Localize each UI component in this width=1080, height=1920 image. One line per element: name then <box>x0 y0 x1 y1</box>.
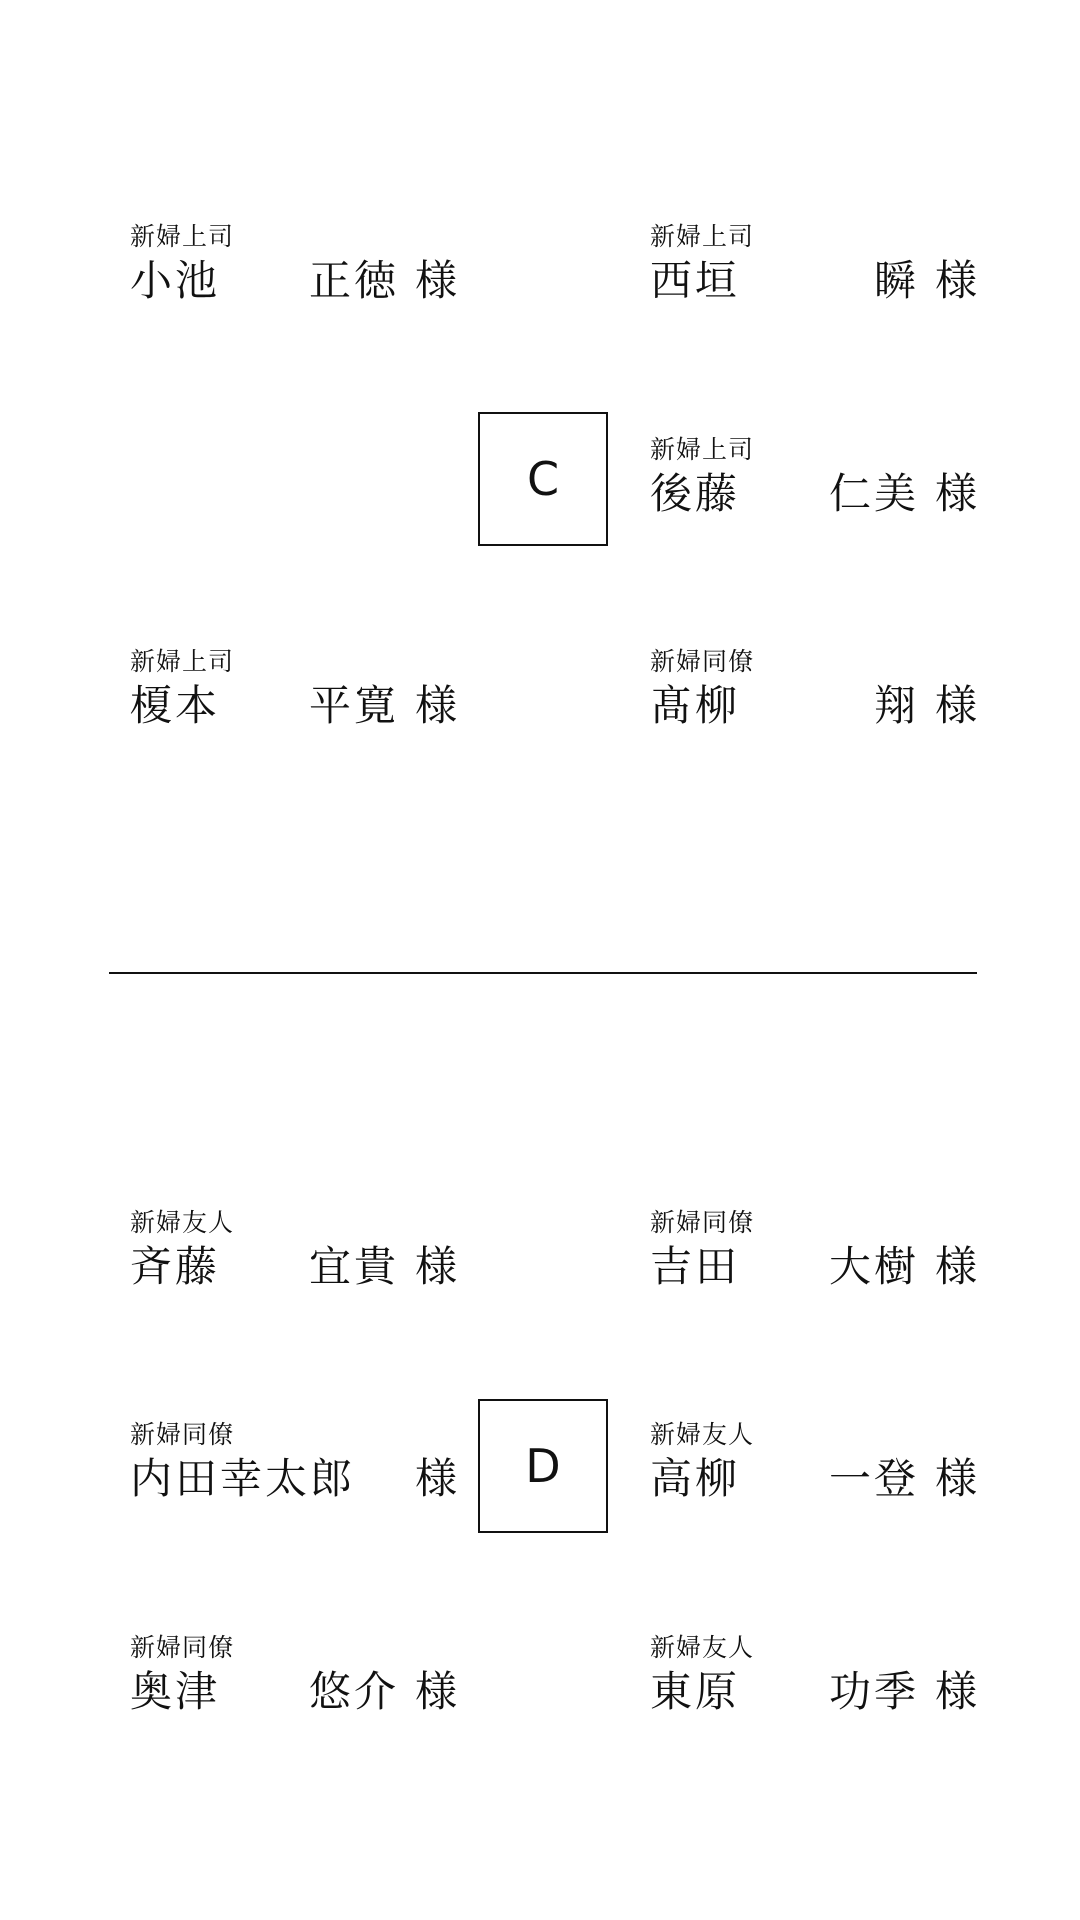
guest-surname: 吉田 <box>650 1242 741 1291</box>
guest-honorific: 様 <box>934 256 980 305</box>
guest-card <box>130 222 460 310</box>
guest-surname: 小池 <box>130 256 221 305</box>
guest-surname: 後藤 <box>650 469 741 518</box>
guest-relation: 新婦上司 <box>130 222 235 251</box>
guest-card <box>130 647 460 735</box>
guest-honorific: 様 <box>934 469 980 518</box>
guest-name <box>650 465 980 523</box>
guest-given-name: 翔 <box>873 681 919 730</box>
guest-honorific: 様 <box>934 681 980 730</box>
guest-honorific: 様 <box>414 681 460 730</box>
guest-relation: 新婦友人 <box>650 1420 755 1449</box>
guest-name <box>130 1238 460 1296</box>
guest-surname: 髙柳 <box>650 681 741 730</box>
guest-relation: 新婦同僚 <box>650 1208 755 1237</box>
guest-surname: 内田幸太郎 <box>130 1454 356 1503</box>
guest-given-name: 悠介 <box>308 1667 399 1716</box>
guest-card <box>130 1420 460 1508</box>
guest-surname: 西垣 <box>650 256 741 305</box>
guest-given-name: 仁美 <box>828 469 919 518</box>
table-label-c: C <box>478 412 608 546</box>
section-divider <box>109 972 977 974</box>
guest-given-name: 大樹 <box>828 1242 919 1291</box>
guest-relation: 新婦友人 <box>130 1208 235 1237</box>
guest-relation: 新婦同僚 <box>130 1633 235 1662</box>
guest-name <box>650 677 980 735</box>
guest-relation: 新婦同僚 <box>650 647 755 676</box>
guest-given-name: 平寛 <box>308 681 399 730</box>
guest-name <box>650 1663 980 1721</box>
guest-name <box>650 252 980 310</box>
table-label-d: D <box>478 1399 608 1533</box>
guest-name <box>130 1450 460 1508</box>
guest-surname: 榎本 <box>130 681 221 730</box>
guest-given-name: 一登 <box>828 1454 919 1503</box>
guest-honorific: 様 <box>934 1242 980 1291</box>
guest-honorific: 様 <box>934 1454 980 1503</box>
guest-name <box>130 252 460 310</box>
guest-given-name: 瞬 <box>873 256 919 305</box>
guest-given-name: 宜貴 <box>308 1242 399 1291</box>
guest-honorific: 様 <box>414 1242 460 1291</box>
guest-name <box>130 677 460 735</box>
guest-card <box>650 1208 980 1296</box>
guest-honorific: 様 <box>414 256 460 305</box>
guest-relation: 新婦上司 <box>650 435 755 464</box>
guest-surname: 斉藤 <box>130 1242 221 1291</box>
guest-relation: 新婦上司 <box>650 222 755 251</box>
guest-honorific: 様 <box>414 1454 460 1503</box>
guest-name <box>650 1238 980 1296</box>
guest-card <box>650 435 980 523</box>
guest-card <box>650 1633 980 1721</box>
guest-honorific: 様 <box>414 1667 460 1716</box>
guest-card <box>130 1208 460 1296</box>
guest-relation: 新婦上司 <box>130 647 235 676</box>
guest-honorific: 様 <box>934 1667 980 1716</box>
guest-given-name: 正徳 <box>308 256 399 305</box>
guest-surname: 東原 <box>650 1667 741 1716</box>
guest-card <box>650 647 980 735</box>
guest-relation: 新婦同僚 <box>130 1420 235 1449</box>
guest-card <box>650 1420 980 1508</box>
guest-given-name: 功季 <box>828 1667 919 1716</box>
guest-card <box>130 1633 460 1721</box>
guest-name <box>130 1663 460 1721</box>
guest-surname: 高柳 <box>650 1454 741 1503</box>
guest-card <box>650 222 980 310</box>
guest-relation: 新婦友人 <box>650 1633 755 1662</box>
guest-surname: 奥津 <box>130 1667 221 1716</box>
guest-name <box>650 1450 980 1508</box>
